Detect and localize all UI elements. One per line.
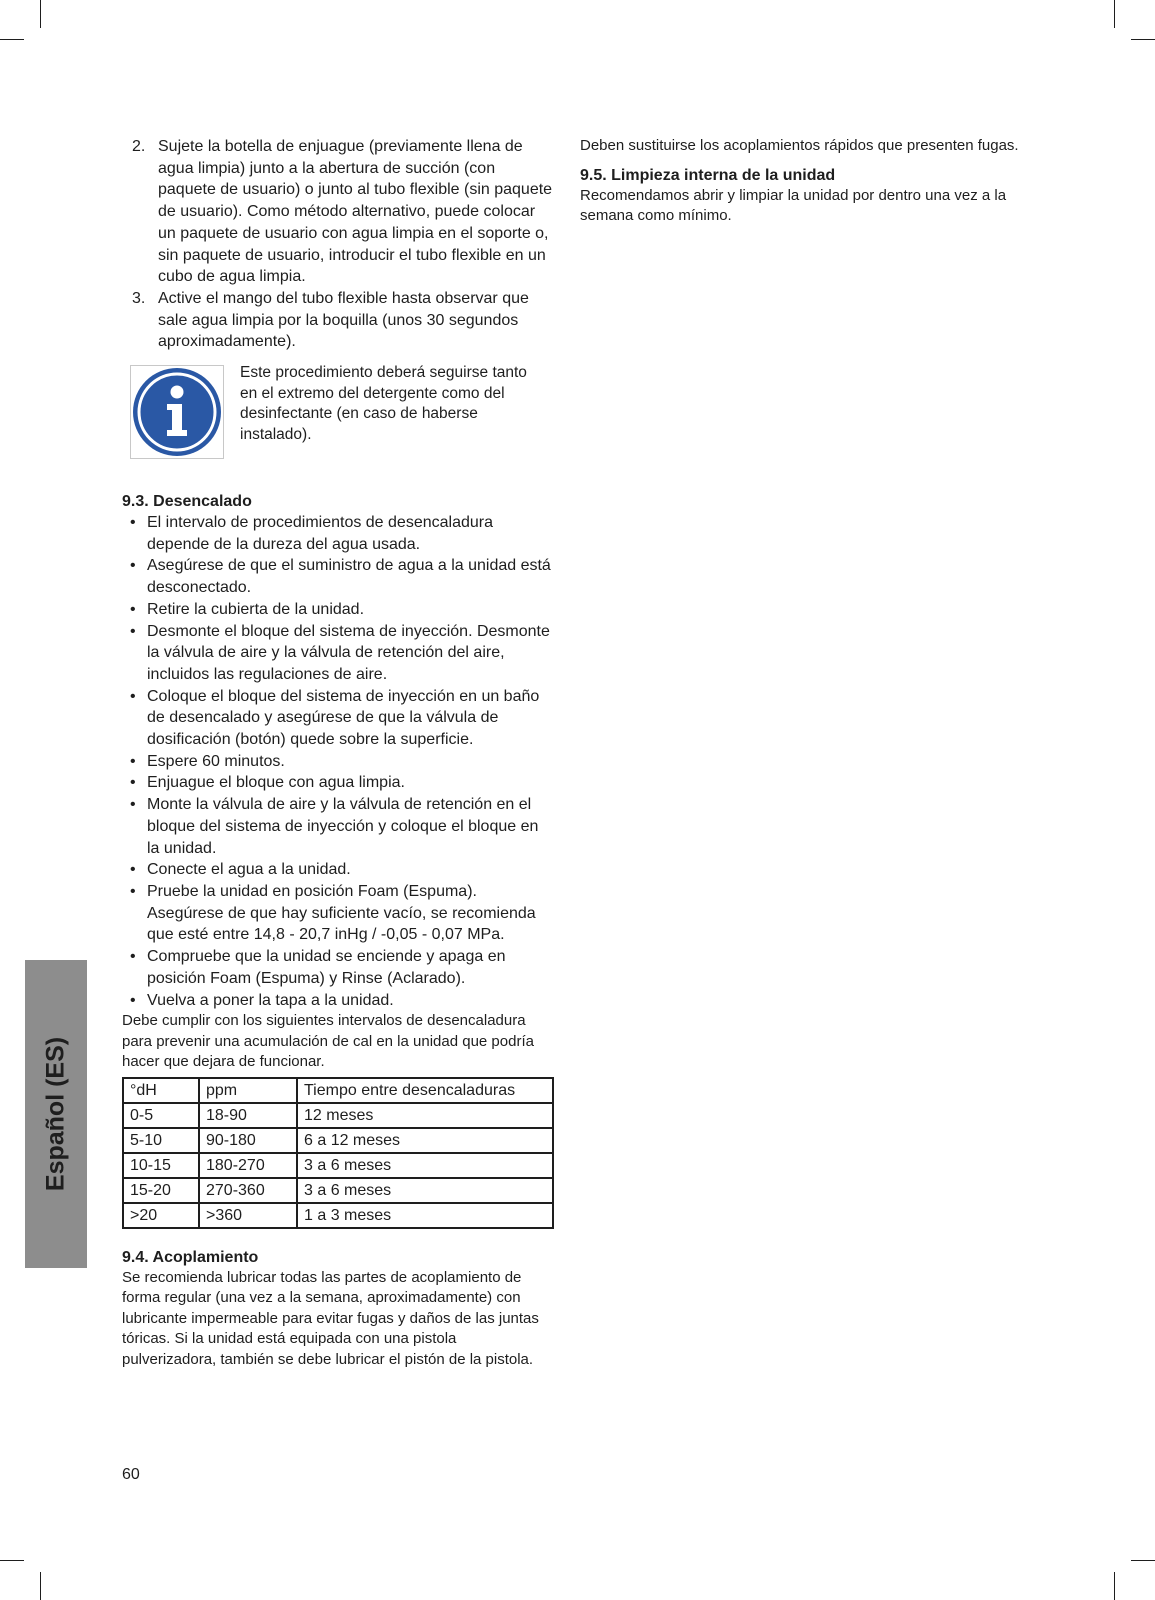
- table-row: [123, 1203, 553, 1228]
- table-cell: 12 meses: [297, 1103, 553, 1128]
- list-item: • El intervalo de procedimientos de desencaladura depende de la dureza del agua usada.: [122, 512, 554, 555]
- table-row: [123, 1178, 553, 1203]
- table-cell: 5-10: [123, 1128, 199, 1153]
- crop-mark: [1131, 39, 1155, 40]
- section-heading-coupling: 9.4. Acoplamiento: [122, 1248, 259, 1266]
- list-item: • Vuelva a poner la tapa a la unidad.: [122, 990, 554, 1012]
- table-cell: 6 a 12 meses: [297, 1128, 553, 1153]
- coupling-replace-note: Deben sustituirse los acoplamientos rápidos que presenten fugas.: [580, 137, 1019, 154]
- step-number: 2.: [132, 138, 146, 155]
- table-row: [123, 1153, 553, 1178]
- table-cell: 18-90: [199, 1103, 297, 1128]
- crop-mark: [1114, 1572, 1115, 1600]
- crop-mark: [0, 1560, 24, 1561]
- table-header-cell: °dH: [123, 1078, 199, 1103]
- list-item: • Espere 60 minutos.: [122, 751, 554, 773]
- table-header-cell: Tiempo entre desencaladuras: [297, 1078, 553, 1103]
- language-tab: [25, 960, 87, 1268]
- list-item: • Desmonte el bloque del sistema de inyección. Desmonte la válvula de aire y la válvula de retención del aire, incluidos las regulaciones de aire.: [122, 621, 554, 686]
- descale-note: Debe cumplir con los siguientes intervalos de desencaladura para prevenir una acumulación de cal en la unidad que podría hacer que dejara de funcionar.: [122, 1012, 534, 1071]
- section-heading-internal-cleaning: 9.5. Limpieza interna de la unidad: [580, 166, 836, 184]
- step-text: Sujete la botella de enjuague (previamente llena de agua limpia) junto a la abertura de succión (con paquete de usuario) o junto al tubo flexible (sin paquete de usuario). Como método alternativo, puede colocar un paquete de usuario con agua limpia en el soporte o, sin paquete de usuario, introducir el tubo flexible en un cubo de agua limpia.: [158, 138, 553, 286]
- table-cell: 90-180: [199, 1128, 297, 1153]
- table-cell: 270-360: [199, 1178, 297, 1203]
- crop-mark: [40, 0, 41, 28]
- table-cell: 15-20: [123, 1178, 199, 1203]
- table-header-row: [123, 1078, 553, 1103]
- list-item: • Conecte el agua a la unidad.: [122, 859, 554, 881]
- language-tab-label: Español (ES): [41, 1036, 70, 1192]
- table-cell: >360: [199, 1203, 297, 1228]
- crop-mark: [1131, 1560, 1155, 1561]
- table-cell: 180-270: [199, 1153, 297, 1178]
- list-item: • Enjuague el bloque con agua limpia.: [122, 772, 554, 794]
- step-text: Active el mango del tubo flexible hasta observar que sale agua limpia por la boquilla (unos 30 segundos aproximadamente).: [158, 289, 529, 351]
- rinse-steps: [122, 136, 554, 353]
- left-column: [122, 136, 554, 1370]
- table-cell: 10-15: [123, 1153, 199, 1178]
- step-number: 3.: [132, 289, 146, 307]
- crop-mark: [0, 39, 24, 40]
- descale-bullets: [122, 512, 554, 1011]
- right-column: [580, 136, 1020, 227]
- table-cell: 3 a 6 meses: [297, 1178, 553, 1203]
- list-item: • Retire la cubierta de la unidad.: [122, 599, 554, 621]
- info-note: [122, 363, 554, 465]
- table-row: [123, 1128, 553, 1153]
- list-item: • Compruebe que la unidad se enciende y apaga en posición Foam (Espuma) y Rinse (Aclarado).: [122, 946, 554, 989]
- internal-cleaning-text: Recomendamos abrir y limpiar la unidad por dentro una vez a la semana como mínimo.: [580, 186, 1007, 224]
- crop-mark: [40, 1572, 41, 1600]
- table-cell: 1 a 3 meses: [297, 1203, 553, 1228]
- list-item: [122, 288, 554, 353]
- crop-mark: [1114, 0, 1115, 28]
- list-item: • Coloque el bloque del sistema de inyección en un baño de desencalado y asegúrese de que la válvula de dosificación (botón) quede sobre la superficie.: [122, 686, 554, 751]
- info-note-text: Este procedimiento deberá seguirse tanto en el extremo del detergente como del desinfectante (en caso de haberse instalado).: [240, 364, 527, 444]
- coupling-text: Se recomienda lubricar todas las partes de acoplamiento de forma regular (una vez a la semana, aproximadamente) con lubricante impermeable para evitar fugas y daños de las juntas tóricas. Si la unidad está equipada con una pistola pulverizadora, también se debe lubricar el pistón de la pistola.: [122, 1268, 539, 1368]
- page-number: 60: [122, 1466, 140, 1483]
- table-cell: >20: [123, 1203, 199, 1228]
- list-item: • Pruebe la unidad en posición Foam (Espuma). Asegúrese de que hay suficiente vacío, se recomienda que esté entre 14,8 - 20,7 inHg / -0,05 - 0,07 MPa.: [122, 881, 554, 946]
- list-item: • Asegúrese de que el suministro de agua a la unidad está desconectado.: [122, 555, 554, 598]
- table-cell: 3 a 6 meses: [297, 1153, 553, 1178]
- descale-interval-table: [122, 1077, 554, 1229]
- list-item: • Monte la válvula de aire y la válvula de retención en el bloque del sistema de inyección y coloque el bloque en la unidad.: [122, 794, 554, 859]
- table-cell: 0-5: [123, 1103, 199, 1128]
- table-row: [123, 1103, 553, 1128]
- table-header-cell: ppm: [199, 1078, 297, 1103]
- info-icon: [130, 365, 224, 459]
- section-heading-descale: 9.3. Desencalado: [122, 493, 252, 511]
- list-item: [122, 136, 554, 288]
